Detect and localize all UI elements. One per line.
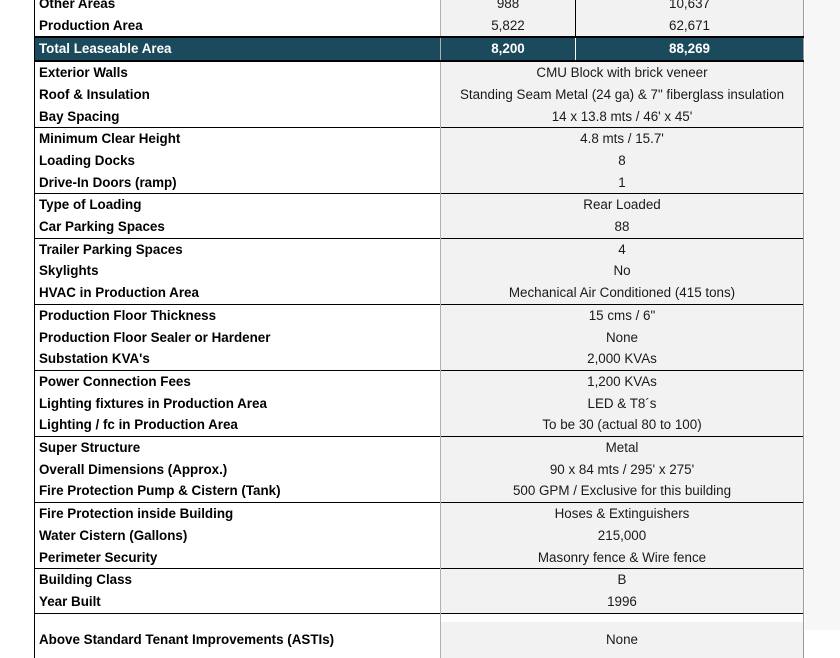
table-row <box>35 348 804 370</box>
spec-value: None <box>441 622 804 658</box>
table-row <box>35 525 804 547</box>
right-margin <box>805 0 840 630</box>
spec-label: Fire Protection Pump & Cistern (Tank) <box>35 480 441 502</box>
spec-label: Car Parking Spaces <box>35 216 441 238</box>
spec-value: 2,000 KVAs <box>441 348 804 370</box>
spacer-cell <box>35 613 441 622</box>
spec-label: Type of Loading <box>35 194 441 216</box>
table-row <box>35 503 804 525</box>
spec-label: Lighting / fc in Production Area <box>35 414 441 436</box>
spec-label: Minimum Clear Height <box>35 128 441 150</box>
spec-value: B <box>441 569 804 591</box>
total-sqm: 8,200 <box>441 37 576 61</box>
spec-value: Hoses & Extinguishers <box>441 503 804 525</box>
spec-label: Water Cistern (Gallons) <box>35 525 441 547</box>
spec-label: Power Connection Fees <box>35 370 441 392</box>
table-row <box>35 437 804 459</box>
spec-label: Above Standard Tenant Improvements (ASTIs) <box>35 622 441 658</box>
table-row <box>35 547 804 569</box>
spec-value: 15 cms / 6" <box>441 304 804 326</box>
spec-label: Exterior Walls <box>35 61 441 84</box>
table-row <box>35 569 804 591</box>
spec-value: No <box>441 260 804 282</box>
spec-label: Trailer Parking Spaces <box>35 238 441 260</box>
spec-value: To be 30 (actual 80 to 100) <box>441 414 804 436</box>
total-row <box>35 37 804 61</box>
table-row <box>35 260 804 282</box>
table-row <box>35 480 804 502</box>
spec-value: Masonry fence & Wire fence <box>441 547 804 569</box>
spec-value: 8 <box>441 150 804 172</box>
spec-value: None <box>441 327 804 349</box>
spec-label: Lighting fixtures in Production Area <box>35 393 441 415</box>
spec-value: 4 <box>441 238 804 260</box>
left-margin <box>0 0 34 630</box>
spacer-cell <box>441 613 804 622</box>
table-row <box>35 15 804 38</box>
spec-label: Production Floor Thickness <box>35 304 441 326</box>
spec-value: 1,200 KVAs <box>441 370 804 392</box>
table-row <box>35 106 804 128</box>
spec-label: Bay Spacing <box>35 106 441 128</box>
table-row <box>35 370 804 392</box>
spec-value: 1996 <box>441 591 804 613</box>
sqft-cell: 62,671 <box>576 15 804 38</box>
row-label: Other Areas <box>35 0 441 15</box>
spec-value: 90 x 84 mts / 295' x 275' <box>441 459 804 481</box>
spec-value: Mechanical Air Conditioned (415 tons) <box>441 282 804 304</box>
specs-table-body <box>35 0 804 658</box>
table-row <box>35 459 804 481</box>
spec-label: Loading Docks <box>35 150 441 172</box>
table-row <box>35 61 804 84</box>
spec-value: 88 <box>441 216 804 238</box>
spec-label: Super Structure <box>35 437 441 459</box>
table-row <box>35 128 804 150</box>
table-row <box>35 194 804 216</box>
spec-label: Overall Dimensions (Approx.) <box>35 459 441 481</box>
table-row <box>35 150 804 172</box>
spec-value: Standing Seam Metal (24 ga) & 7" fiberglass insulation <box>441 84 804 106</box>
spec-label: Roof & Insulation <box>35 84 441 106</box>
table-row <box>35 591 804 613</box>
spec-value: Rear Loaded <box>441 194 804 216</box>
table-row <box>35 216 804 238</box>
table-row <box>35 327 804 349</box>
spec-value: 500 GPM / Exclusive for this building <box>441 480 804 502</box>
table-row <box>35 414 804 436</box>
table-row <box>35 0 804 15</box>
spec-value: CMU Block with brick veneer <box>441 61 804 84</box>
spec-label: Skylights <box>35 260 441 282</box>
sqft-cell: 10,637 <box>576 0 804 15</box>
spacer-row <box>35 613 804 622</box>
spec-label: Substation KVA's <box>35 348 441 370</box>
spec-label: Building Class <box>35 569 441 591</box>
table-row <box>35 393 804 415</box>
spec-label: HVAC in Production Area <box>35 282 441 304</box>
spec-label: Drive-In Doors (ramp) <box>35 172 441 194</box>
spec-value: 14 x 13.8 mts / 46' x 45' <box>441 106 804 128</box>
table-row <box>35 282 804 304</box>
row-label: Production Area <box>35 15 441 38</box>
sqm-cell: 988 <box>441 0 576 15</box>
total-label: Total Leaseable Area <box>35 37 441 61</box>
spec-value: 215,000 <box>441 525 804 547</box>
spec-label: Production Floor Sealer or Hardener <box>35 327 441 349</box>
spec-value: LED & T8´s <box>441 393 804 415</box>
table-row <box>35 304 804 326</box>
spec-label: Perimeter Security <box>35 547 441 569</box>
spec-value: 1 <box>441 172 804 194</box>
total-sqft: 88,269 <box>576 37 804 61</box>
spec-label: Fire Protection inside Building <box>35 503 441 525</box>
table-row <box>35 238 804 260</box>
spec-value: Metal <box>441 437 804 459</box>
table-row <box>35 622 804 658</box>
building-specs-table <box>34 0 804 658</box>
table-row <box>35 172 804 194</box>
sqm-cell: 5,822 <box>441 15 576 38</box>
spec-value: 4.8 mts / 15.7' <box>441 128 804 150</box>
table-row <box>35 84 804 106</box>
spec-label: Year Built <box>35 591 441 613</box>
